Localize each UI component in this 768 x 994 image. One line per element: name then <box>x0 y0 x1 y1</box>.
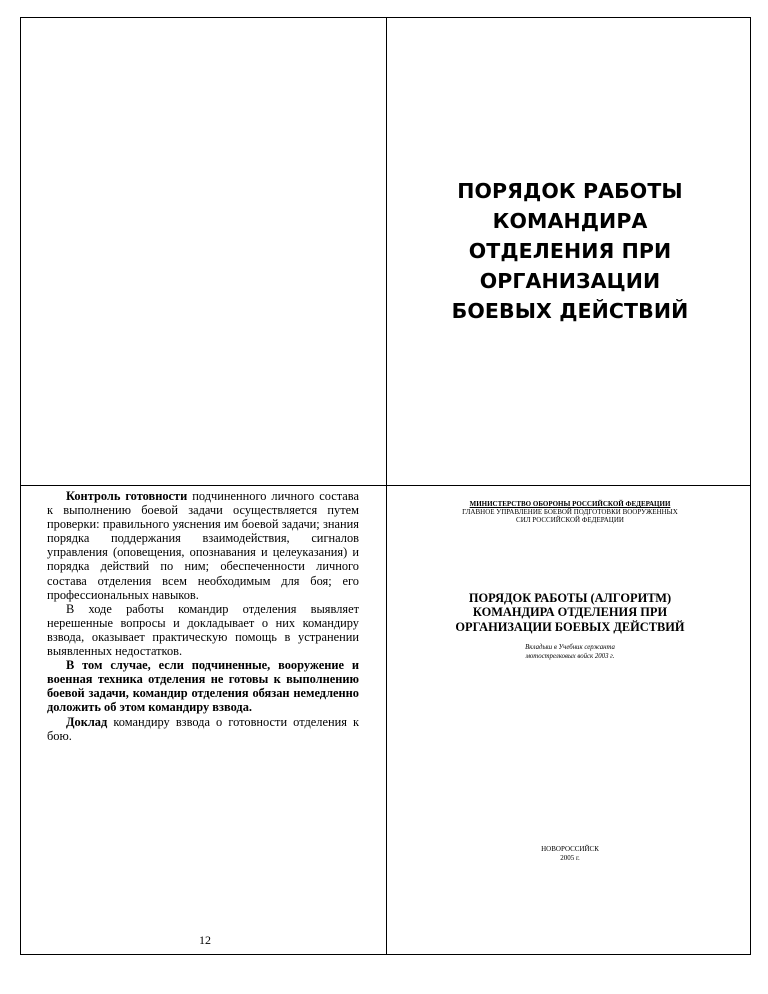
insert-note <box>470 643 670 661</box>
paragraph-text: В ходе работы командир отделения выявляет нерешенные вопросы и докладывает о них командиру взвода, оказывает практическую помощь в устранении выявленных недостатков. <box>47 601 359 659</box>
ministry-name: МИНИСТЕРСТВО ОБОРОНЫ РОССИЙСКОЙ ФЕДЕРАЦИИ <box>469 500 671 508</box>
paragraph-readiness-control <box>47 489 359 602</box>
term-report: Доклад <box>66 714 108 729</box>
cover-title <box>420 176 720 326</box>
cover-title-line: ОРГАНИЗАЦИИ <box>479 269 661 293</box>
directorate-line: СИЛ РОССИЙСКОЙ ФЕДЕРАЦИИ <box>516 516 624 525</box>
page-12-text <box>47 489 359 743</box>
insert-line: мотострелковых войск 2003 г. <box>525 653 615 660</box>
cover-title-line: БОЕВЫХ ДЕЙСТВИЙ <box>451 299 689 323</box>
paragraph-bold-text: В том случае, если подчиненные, вооружение и военная техника отделения не готовы к выполнению боевой задачи, командир отделения обязан немедленно доложить об этом командиру взвода. <box>47 658 359 715</box>
city: НОВОРОССИЙСК <box>541 845 599 853</box>
vertical-divider <box>386 17 387 955</box>
blank-page <box>21 18 386 485</box>
horizontal-divider <box>20 485 751 486</box>
publication-place <box>510 845 630 862</box>
insert-line: Вкладыш в Учебник сержанта <box>525 644 615 651</box>
cover-title-line: ПОРЯДОК РАБОТЫ <box>457 179 683 203</box>
title-line: ОРГАНИЗАЦИИ БОЕВЫХ ДЕЙСТВИЙ <box>455 619 685 634</box>
paragraph-unresolved-issues <box>47 602 359 658</box>
year: 2005 г. <box>560 853 580 862</box>
paragraph-text: подчиненного личного состава к выполнению боевой задачи осуществляется путем проверки: правильного уяснения им боевой задачи; знания порядка поддержания взаимодействия, сигналов управления (оповещения, опознавания и целеуказания) и порядка действий по ним; обеспеченности личного состава отделения всем необходимым для боя; его профессиональных навыков. <box>47 489 359 602</box>
paragraph-report <box>47 715 359 743</box>
paragraph-text: командиру взвода о готовности отделения к бою. <box>47 714 359 743</box>
title-line: КОМАНДИРА ОТДЕЛЕНИЯ ПРИ <box>472 605 668 620</box>
directorate-line: ГЛАВНОЕ УПРАВЛЕНИЕ БОЕВОЙ ПОДГОТОВКИ ВООРУЖЕННЫХ <box>462 508 678 517</box>
title-page-heading <box>432 591 708 634</box>
title-line: ПОРЯДОК РАБОТЫ (АЛГОРИТМ) <box>468 591 672 605</box>
cover-title-line: КОМАНДИРА <box>492 209 648 233</box>
page-number: 12 <box>199 933 211 947</box>
paragraph-not-ready <box>47 658 359 714</box>
term-readiness-control: Контроль готовности <box>66 489 188 503</box>
cover-title-line: ОТДЕЛЕНИЯ ПРИ <box>468 239 672 263</box>
ministry-header <box>430 500 710 525</box>
